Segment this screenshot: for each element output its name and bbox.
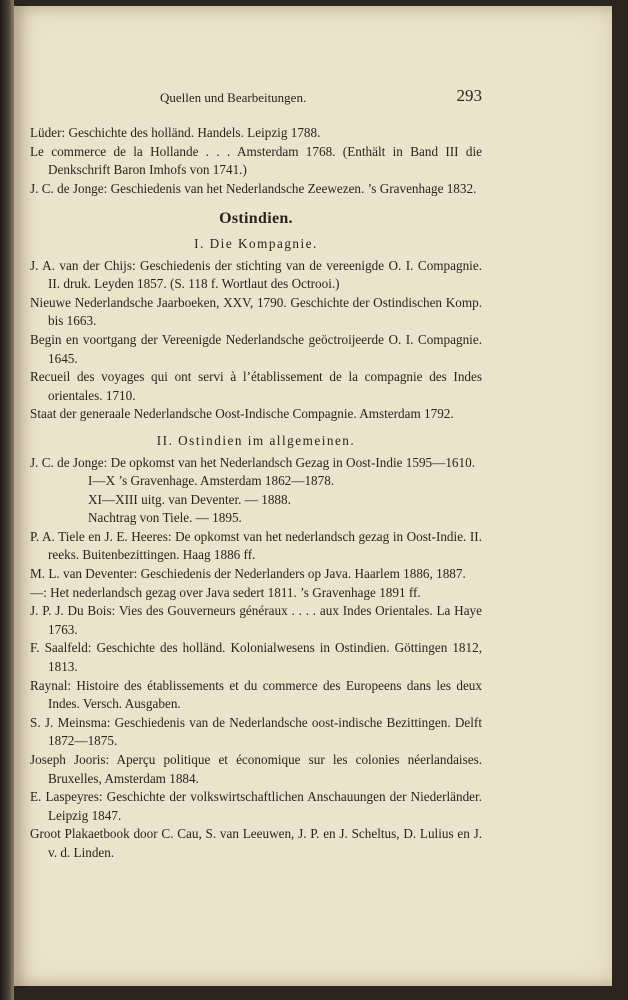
sub-heading: II. Ostindien im allgemeinen. [156, 432, 356, 448]
bibliography-entry: E. Laspeyres: Geschichte der volkswirtschaftlichen Anschauungen der Niederländer. Leipzig 1847. [30, 789, 482, 823]
bibliography-entry: J. C. de Jonge: Geschiedenis van het Nederlandsche Zeewezen. ’s Gravenhage 1832. [30, 180, 477, 196]
bibliography-entry: Recueil des voyages qui ont servi à l’établissement de la compagnie des Indes orientales. 1710. [30, 369, 482, 403]
running-title: Quellen und Bearbeitungen. [160, 90, 307, 105]
bibliography-entry: J. A. van der Chijs: Geschiedenis der stichting van de vereenigde O. I. Compagnie. II. druk. Leyden 1857. (S. 118 f. Wortlaut des Octrooi.) [30, 257, 482, 292]
bibliography-entry: M. L. van Deventer: Geschiedenis der Nederlanders op Java. Haarlem 1886, 1887. [30, 566, 466, 582]
section-heading: Ostindien. [219, 210, 293, 228]
bibliography-entry: Lüder: Geschichte des holländ. Handels. Leipzig 1788. [30, 125, 321, 140]
bibliography-entry: Joseph Jooris: Aperçu politique et économique sur les colonies néerlandaises. Bruxelles, Amsterdam 1884. [30, 752, 482, 786]
volume-line: Nachtrag von Tiele. — 1895. [88, 510, 242, 526]
bibliography-entry: F. Saalfeld: Geschichte des holländ. Kolonialwesens in Ostindien. Göttingen 1812, 1813. [30, 640, 482, 675]
page-number: 293 [456, 86, 482, 105]
bibliography-entry: P. A. Tiele en J. E. Heeres: De opkomst van het nederlandsch gezag in Oost-Indie. II. reeks. Buitenbezittingen. Haag 1886 ff. [30, 528, 482, 563]
bibliography-entry: Groot Plakaetbook door C. Cau, S. van Leeuwen, J. P. en J. Scheltus, D. Lulius en J. v. d. Linden. [30, 826, 482, 860]
bibliography-entry: Begin en voortgang der Vereenigde Nederlandsche geöctroijeerde O. I. Compagnie. 1645. [30, 331, 482, 366]
bibliography-entry: Le commerce de la Hollande . . . Amsterdam 1768. (Enthält in Band III die Denkschrift Baron Imhofs von 1741.) [30, 143, 482, 178]
book-gutter [0, 0, 14, 1000]
sub-heading: I. Die Kompagnie. [194, 235, 318, 251]
bibliography-entry: Staat der generaale Nederlandsche Oost-Indische Compagnie. Amsterdam 1792. [30, 406, 454, 422]
running-header [160, 86, 482, 108]
bibliography-entry: Raynal: Histoire des établissements et du commerce des Europeens dans les deux Indes. Versch. Ausgaben. [30, 677, 482, 712]
bibliography-entry: J. C. de Jonge: De opkomst van het Nederlandsch Gezag in Oost-Indie 1595—1610. [30, 454, 475, 470]
bibliography-entry: Nieuwe Nederlandsche Jaarboeken, XXV, 1790. Geschichte der Ostindischen Komp. bis 1663. [30, 294, 482, 329]
bibliography-entry: —: Het nederlandsch gezag over Java sedert 1811. ’s Gravenhage 1891 ff. [30, 584, 421, 600]
volume-line: XI—XIII uitg. van Deventer. — 1888. [88, 491, 291, 507]
bibliography-entry: S. J. Meinsma: Geschiedenis van de Nederlandsche oost-indische Bezittingen. Delft 1872—1875. [30, 714, 482, 749]
volume-line: I—X ’s Gravenhage. Amsterdam 1862—1878. [88, 473, 335, 489]
page-content [30, 124, 482, 863]
bibliography-entry: J. P. J. Du Bois: Vies des Gouverneurs généraux . . . . aux Indes Orientales. La Haye 1763. [30, 603, 482, 637]
